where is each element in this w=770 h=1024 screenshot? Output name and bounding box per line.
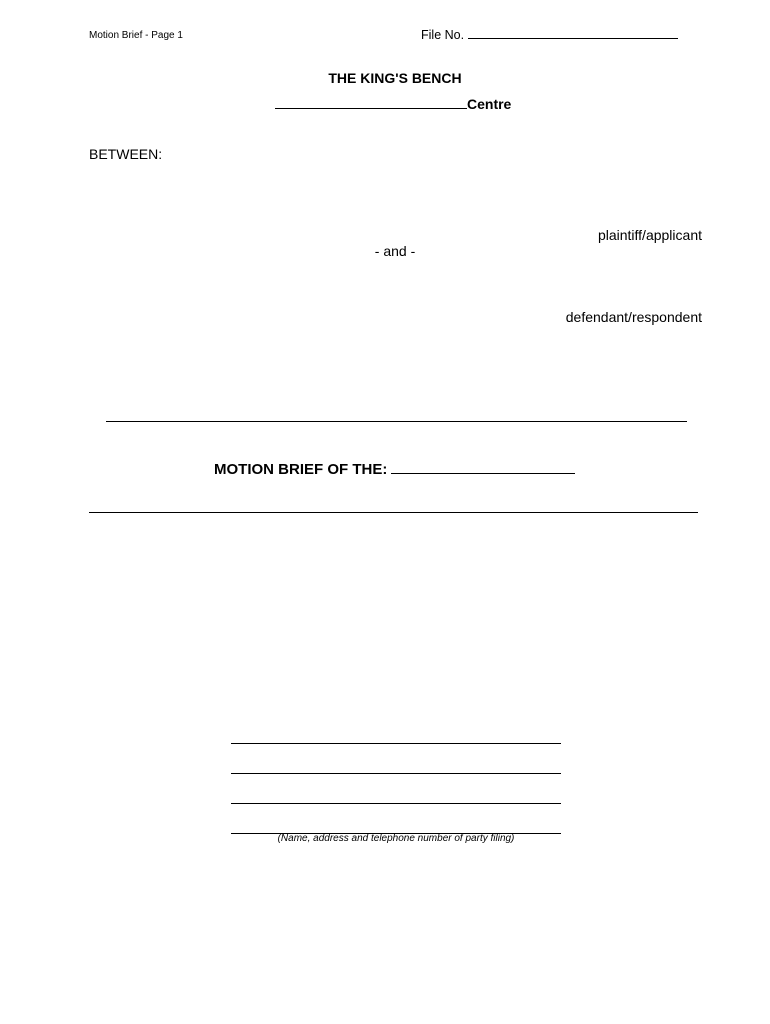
between-label: BETWEEN: (89, 146, 163, 162)
motion-brief-label: MOTION BRIEF OF THE: (214, 461, 388, 478)
filing-party-line-3[interactable] (231, 803, 561, 804)
file-number-label: File No. (421, 28, 465, 42)
motion-brief-title (214, 461, 575, 478)
and-separator: - and - (374, 243, 416, 259)
court-title: THE KING'S BENCH (328, 70, 462, 86)
judicial-centre-label: Centre (467, 96, 512, 112)
plaintiff-role: plaintiff/applicant (597, 227, 702, 243)
filing-party-caption: (Name, address and telephone number of party filing) (277, 833, 515, 844)
filing-party-line-2[interactable] (231, 773, 561, 774)
judicial-centre (275, 96, 511, 112)
divider-line (106, 421, 687, 422)
motion-detail-blank[interactable] (89, 512, 698, 513)
page-label: Motion Brief - Page 1 (89, 30, 183, 41)
filing-party-line-1[interactable] (231, 743, 561, 744)
file-number (421, 28, 678, 42)
defendant-role: defendant/respondent (565, 309, 702, 325)
motion-brief-party-blank[interactable] (391, 461, 575, 474)
judicial-centre-blank[interactable] (275, 96, 467, 109)
file-number-blank[interactable] (468, 28, 678, 39)
